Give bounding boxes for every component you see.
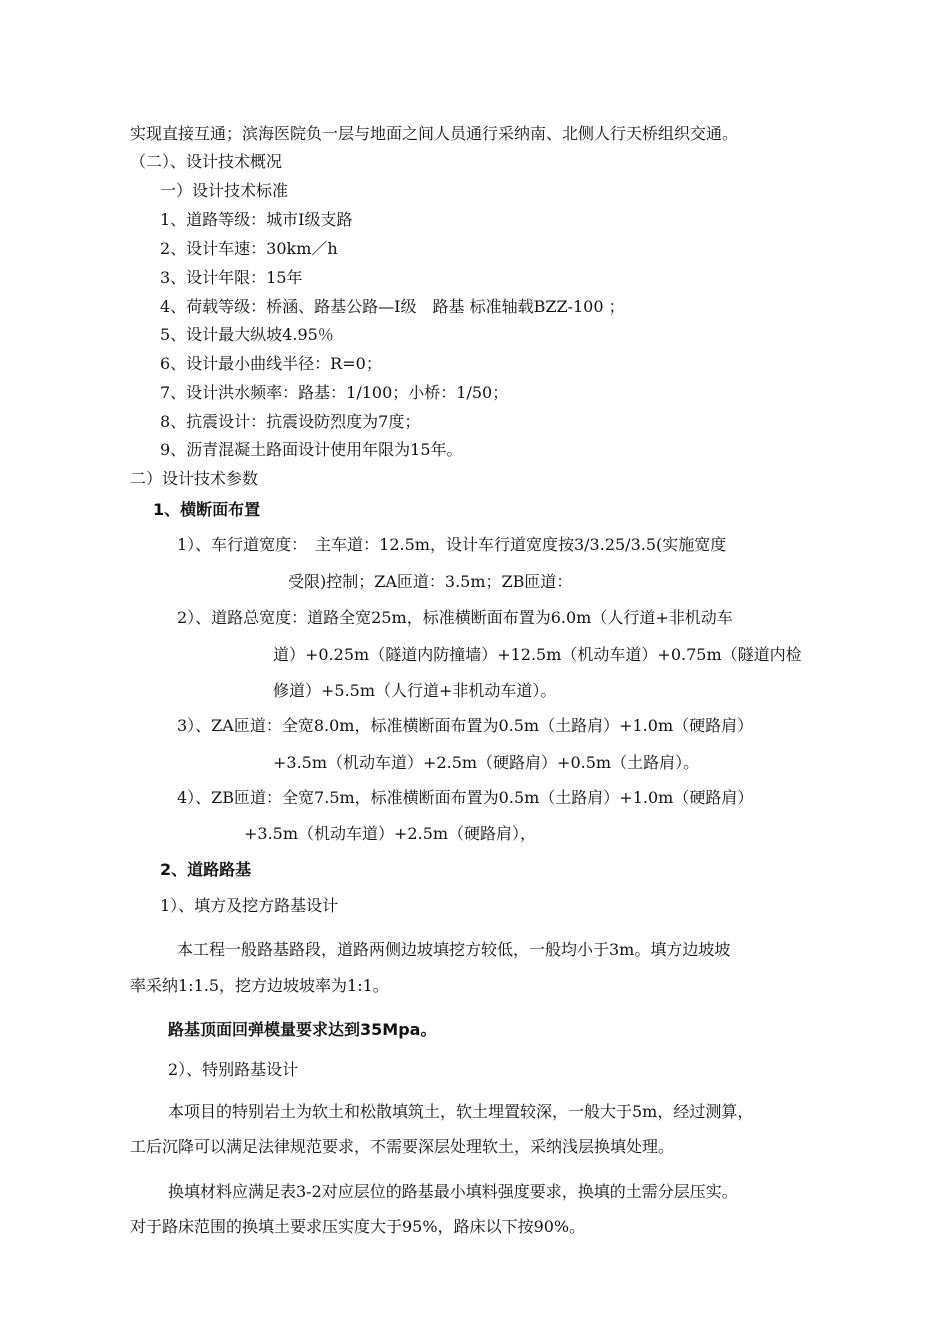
list-item-continuation: +3.5m（机动车道）+2.5m（硬路肩）， [244,824,537,843]
list-item: 3）、ZA匝道：全宽8.0m，标准横断面布置为0.5m（土路肩）+1.0m（硬路肩） [177,716,754,735]
paragraph-line: 率采纳1:1.5，挖方边坡坡率为1:1。 [130,976,389,995]
list-item: 1）、车行道宽度： 主车道：12.5m，设计车行道宽度按3/3.25/3.5(实施宽度 [177,535,727,554]
list-item-continuation: 道）+0.25m（隧道内防撞墙）+12.5m（机动车道）+0.75m（隧道内检 [273,645,802,664]
list-item: 4、荷载等级：桥涵、路基公路—Ⅰ级 路基 标准轴载BZZ-100 ； [160,297,625,316]
paragraph-line: 换填材料应满足表3-2对应层位的路基最小填料强度要求，换填的土需分层压实。 [168,1182,738,1201]
list-item: 4）、ZB匝道：全宽7.5m，标准横断面布置为0.5m（土路肩）+1.0m（硬路肩） [177,788,754,807]
list-item: 2、设计车速：30km／h [160,239,338,258]
list-item: 3、设计年限：15年 [160,268,303,287]
subsection-heading: 一）设计技术标准 [160,181,289,200]
paragraph-line: 本工程一般路基路段，道路两侧边坡填挖方较低，一般均小于3m。填方边坡坡 [177,940,731,959]
list-item: 8、抗震设计：抗震设防烈度为7度； [160,412,421,431]
list-item: 6、设计最小曲线半径：R=0； [160,354,382,373]
body-text-line: 实现直接互通；滨海医院负一层与地面之间人员通行采纳南、北侧人行天桥组织交通。 [130,124,739,143]
subsection-heading: 二）设计技术参数 [130,469,259,488]
bold-heading: 1、横断面布置 [153,500,261,519]
list-item: 7、设计洪水频率：路基：1/100；小桥：1/50； [160,383,509,402]
subsection-heading: 2）、特别路基设计 [168,1060,299,1079]
paragraph-line: 工后沉降可以满足法律规范要求，不需要深层处理软土，采纳浅层换填处理。 [130,1137,675,1156]
list-item: 1、道路等级：城市Ⅰ级支路 [160,210,353,229]
list-item: 5、设计最大纵坡4.95％ [160,325,334,344]
list-item: 9、沥青混凝土路面设计使用年限为15年。 [160,440,463,459]
section-heading: （二）、设计技术概况 [130,152,283,171]
bold-heading: 2、道路路基 [160,860,252,879]
paragraph-line: 本项目的特别岩土为软土和松散填筑土，软土埋置较深，一般大于5m，经过测算， [168,1102,754,1121]
list-item: 2）、道路总宽度：道路全宽25m，标准横断面布置为6.0m（人行道+非机动车 [177,608,733,627]
bold-paragraph: 路基顶面回弹模量要求达到35Mpa。 [168,1020,437,1039]
list-item-continuation: 修道）+5.5m（人行道+非机动车道）。 [273,681,557,700]
list-item-continuation: 受限)控制；ZA匝道：3.5m；ZB匝道： [288,572,573,591]
list-item-continuation: +3.5m（机动车道）+2.5m（硬路肩）+0.5m（土路肩）。 [273,753,700,772]
paragraph-line: 对于路床范围的换填土要求压实度大于95%，路床以下按90%。 [130,1217,586,1236]
subsection-heading: 1）、填方及挖方路基设计 [160,896,339,915]
